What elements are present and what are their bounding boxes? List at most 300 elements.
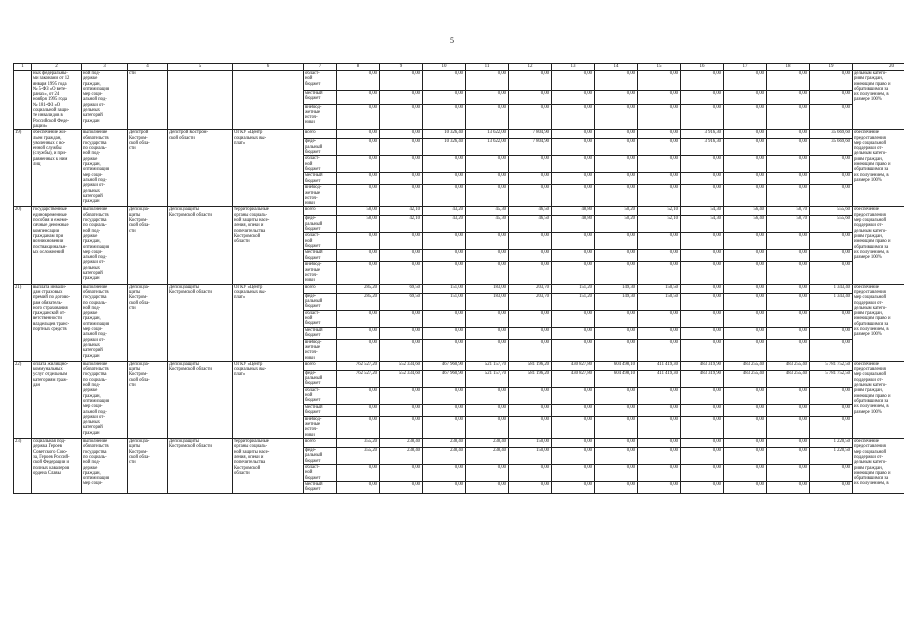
value-cell: 0,00 [466, 416, 509, 438]
value-cell: 0,00 [337, 387, 380, 404]
value-cell: 0,00 [509, 310, 552, 327]
value-cell: 0,00 [681, 439, 724, 448]
value-cell: 0,00 [509, 104, 552, 130]
value-cell: 238,40 [423, 448, 466, 465]
value-cell: 0,00 [638, 173, 681, 185]
value-cell: 467 960,90 [423, 361, 466, 370]
value-cell: 0,00 [767, 416, 810, 438]
value-cell: 0,00 [509, 233, 552, 250]
value-cell: 0,00 [638, 482, 681, 494]
value-cell: 0,00 [509, 71, 552, 91]
value-cell: 1 343,40 [810, 293, 853, 310]
value-cell: 0,00 [552, 90, 595, 104]
source-cell: местный бюджет [304, 482, 337, 494]
responsible-cell: Депсоцза- щиты Костром- ской обла- сти [128, 284, 168, 361]
value-cell: 0,00 [767, 448, 810, 465]
value-cell: 0,00 [810, 173, 853, 185]
value-cell: 355,20 [337, 448, 380, 465]
value-cell: 0,00 [681, 310, 724, 327]
value-cell: 0,00 [810, 156, 853, 173]
value-cell: 0,00 [681, 284, 724, 293]
source-cell: внебюд- жетные источ- ники [304, 339, 337, 361]
value-cell: 0,00 [466, 262, 509, 284]
value-cell: 0,00 [595, 130, 638, 139]
source-cell: местный бюджет [304, 173, 337, 185]
source-cell: всего [304, 207, 337, 216]
header-cell: 19 [810, 64, 853, 71]
value-cell: 581 196,20 [509, 361, 552, 370]
value-cell: 0,00 [466, 465, 509, 482]
source-cell: местный бюджет [304, 404, 337, 416]
value-cell: 0,00 [337, 310, 380, 327]
value-cell: 0,00 [810, 387, 853, 404]
value-cell: 0,00 [423, 156, 466, 173]
value-cell: 0,00 [681, 173, 724, 185]
value-cell: 0,00 [423, 173, 466, 185]
value-cell: 0,00 [423, 339, 466, 361]
value-cell: 0,00 [466, 327, 509, 339]
value-cell: 0,00 [466, 71, 509, 91]
table-row [14, 71, 904, 91]
value-cell: 0,00 [638, 416, 681, 438]
value-cell: 0,00 [724, 130, 767, 139]
value-cell: 467 960,90 [423, 370, 466, 387]
responsible-cell: сти [128, 71, 168, 130]
value-cell: 0,00 [810, 482, 853, 494]
value-cell: 13 622,00 [466, 139, 509, 156]
value-cell: 0,00 [552, 173, 595, 185]
value-cell: 0,00 [767, 339, 810, 361]
value-cell: 0,00 [681, 416, 724, 438]
value-cell: 0,00 [337, 404, 380, 416]
value-cell: 411 419,30 [638, 370, 681, 387]
value-cell: 0,00 [380, 185, 423, 207]
value-cell: 0,00 [380, 416, 423, 438]
value-cell: 0,00 [337, 339, 380, 361]
value-cell: 10 326,40 [423, 130, 466, 139]
value-cell: 0,00 [552, 465, 595, 482]
value-cell: 0,00 [380, 90, 423, 104]
value-cell: 150,50 [638, 284, 681, 293]
value-cell: 0,00 [337, 71, 380, 91]
source-cell: област- ной бюджет [304, 465, 337, 482]
value-cell: 0,00 [509, 339, 552, 361]
value-cell: 0,00 [509, 90, 552, 104]
value-cell: 0,00 [552, 448, 595, 465]
value-cell: 0,00 [380, 339, 423, 361]
value-cell: 0,00 [681, 482, 724, 494]
value-cell: 10 326,40 [423, 139, 466, 156]
value-cell: 0,00 [767, 439, 810, 448]
value-cell: 0,00 [810, 262, 853, 284]
value-cell: 0,00 [724, 327, 767, 339]
value-cell: 0,00 [509, 416, 552, 438]
value-cell: 149,30 [595, 293, 638, 310]
value-cell: 56,40 [724, 216, 767, 233]
value-cell: 0,00 [724, 233, 767, 250]
coexecutor-cell: Депсоцзащиты Костромской области [168, 439, 233, 494]
value-cell: 0,00 [681, 233, 724, 250]
value-cell: 0,00 [552, 250, 595, 262]
event-name-cell: выплата инвали- дам страховых премий по догово- рам обязатель- ного страхования гражданской от- ветственности владельцев транс- портных средств [32, 284, 82, 361]
source-cell: феде- ральный бюджет [304, 139, 337, 156]
value-cell: 0,00 [337, 233, 380, 250]
task-cell: выполнение обязательств государства по социаль- ной под- держке граждан, оптимизация мер соци- альной под- держки от- дельных категорий граждан [82, 361, 128, 438]
event-name-cell: обеспечение жи- льем граждан, уволенных с во- енной службы (службы), и при- равненных к ним лиц [32, 130, 82, 207]
value-cell: 0,00 [423, 233, 466, 250]
value-cell: 150,00 [509, 439, 552, 448]
source-cell: всего [304, 361, 337, 370]
table-row [14, 130, 904, 139]
participant-cell: ОГКУ «Центр социальных вы- плат» [233, 284, 304, 361]
value-cell: 52,10 [638, 207, 681, 216]
value-cell: 0,00 [380, 250, 423, 262]
header-cell: 16 [681, 64, 724, 71]
value-cell: 0,00 [681, 327, 724, 339]
value-cell: 0,00 [552, 416, 595, 438]
header-cell: 20 [853, 64, 904, 71]
value-cell: 0,00 [595, 339, 638, 361]
num-cell: 19) [14, 130, 32, 207]
value-cell: 0,00 [337, 327, 380, 339]
value-cell: 521 157,70 [466, 370, 509, 387]
value-cell: 183,00 [466, 293, 509, 310]
source-cell: местный бюджет [304, 250, 337, 262]
value-cell: 0,00 [595, 439, 638, 448]
value-cell: 151,00 [423, 293, 466, 310]
header-cell: 11 [466, 64, 509, 71]
coexecutor-cell: Депсоцзащиты Костромской области [168, 284, 233, 361]
value-cell: 7 804,90 [509, 139, 552, 156]
value-cell: 69,50 [380, 284, 423, 293]
value-cell: 0,00 [724, 156, 767, 173]
value-cell: 238,40 [466, 439, 509, 448]
value-cell: 42,10 [380, 216, 423, 233]
value-cell: 7 804,90 [509, 130, 552, 139]
value-cell: 54,30 [681, 216, 724, 233]
value-cell: 0,00 [552, 310, 595, 327]
value-cell: 411 419,30 [638, 361, 681, 370]
value-cell: 0,00 [681, 448, 724, 465]
source-cell: област- ной бюджет [304, 387, 337, 404]
value-cell: 58,70 [767, 207, 810, 216]
value-cell: 0,00 [681, 387, 724, 404]
header-cell: 10 [423, 64, 466, 71]
value-cell: 0,00 [810, 90, 853, 104]
value-cell: 762 527,20 [337, 361, 380, 370]
value-cell: 13 622,00 [466, 130, 509, 139]
value-cell: 0,00 [380, 130, 423, 139]
value-cell: 0,00 [380, 262, 423, 284]
value-cell: 552 334,60 [380, 361, 423, 370]
value-cell: 0,00 [724, 185, 767, 207]
value-cell: 0,00 [767, 293, 810, 310]
value-cell: 0,00 [724, 250, 767, 262]
event-name-cell: государственные единовременные пособия и ежеме- сячные денежные компенсации гражданам при возникновении поствакцинальн- ых осложнений [32, 207, 82, 284]
responsible-cell: Депстрой Костром- ской обла- сти [128, 130, 168, 207]
value-cell: 0,00 [767, 482, 810, 494]
value-cell: 0,00 [466, 339, 509, 361]
value-cell: 0,00 [810, 104, 853, 130]
value-cell: 0,00 [595, 250, 638, 262]
source-cell: местный бюджет [304, 90, 337, 104]
source-cell: феде- ральный бюджет [304, 293, 337, 310]
value-cell: 0,00 [509, 262, 552, 284]
value-cell: 0,00 [810, 465, 853, 482]
value-cell: 0,00 [724, 482, 767, 494]
header-cell: 7 [304, 64, 337, 71]
result-cell: обеспечение предоставления мер социальной поддержки от- дельным катего- риям граждан, имеющим право и обратившимся за их получением, в размере 100% [853, 284, 904, 361]
value-cell: 0,00 [638, 465, 681, 482]
value-cell: 0,00 [724, 339, 767, 361]
value-cell: 5 781 752,50 [810, 361, 853, 370]
value-cell: 0,00 [681, 293, 724, 310]
page-number: 5 [450, 36, 454, 45]
value-cell: 42,10 [380, 207, 423, 216]
value-cell: 0,00 [767, 262, 810, 284]
value-cell: 1 220,50 [810, 448, 853, 465]
participant-cell: территориальные органы социаль- ной защиты насе- ления, опеки и попечительства Костромской области [233, 439, 304, 494]
event-name-cell: ных федеральны- ми законами от 12 января 1995 года № 5-ФЗ «О вете- ранах», от 24 ноября 1995 года № 181-ФЗ «О социальной защи- те инвалидов в Российской Феде- рации» [32, 71, 82, 130]
value-cell: 0,00 [380, 156, 423, 173]
header-cell: 9 [380, 64, 423, 71]
value-cell: 0,00 [638, 90, 681, 104]
value-cell: 0,00 [724, 90, 767, 104]
value-cell: 238,40 [380, 439, 423, 448]
value-cell: 0,00 [466, 250, 509, 262]
header-cell: 4 [128, 64, 168, 71]
coexecutor-cell [168, 71, 233, 130]
value-cell: 46,50 [509, 216, 552, 233]
source-cell: област- ной бюджет [304, 233, 337, 250]
value-cell: 0,00 [810, 327, 853, 339]
value-cell: 0,00 [466, 404, 509, 416]
value-cell: 43,20 [423, 207, 466, 216]
num-cell: 20) [14, 207, 32, 284]
value-cell: 483 255,40 [767, 361, 810, 370]
value-cell: 0,00 [337, 173, 380, 185]
value-cell: 0,00 [767, 387, 810, 404]
value-cell: 0,00 [423, 404, 466, 416]
value-cell: 238,40 [423, 439, 466, 448]
value-cell: 0,00 [466, 156, 509, 173]
value-cell: 48,80 [552, 216, 595, 233]
value-cell: 0,00 [681, 250, 724, 262]
value-cell: 35 669,60 [810, 139, 853, 156]
value-cell: 0,00 [767, 233, 810, 250]
value-cell: 0,00 [380, 104, 423, 130]
value-cell: 0,00 [595, 327, 638, 339]
value-cell: 0,00 [724, 284, 767, 293]
value-cell: 0,00 [767, 139, 810, 156]
table-row [14, 439, 904, 448]
value-cell: 0,00 [681, 262, 724, 284]
source-cell: област- ной бюджет [304, 310, 337, 327]
value-cell: 0,00 [638, 139, 681, 156]
header-cell: 13 [552, 64, 595, 71]
value-cell: 150,00 [509, 448, 552, 465]
value-cell: 0,00 [638, 404, 681, 416]
value-cell: 0,00 [595, 310, 638, 327]
value-cell: 0,00 [724, 387, 767, 404]
value-cell: 0,00 [595, 465, 638, 482]
value-cell: 56,40 [724, 207, 767, 216]
value-cell: 483 319,90 [681, 370, 724, 387]
value-cell: 0,00 [423, 71, 466, 91]
value-cell: 0,00 [638, 339, 681, 361]
source-cell: всего [304, 439, 337, 448]
value-cell: 0,00 [423, 387, 466, 404]
value-cell: 238,40 [466, 448, 509, 465]
value-cell: 0,00 [337, 250, 380, 262]
value-cell: 0,00 [638, 233, 681, 250]
value-cell: 0,00 [767, 310, 810, 327]
value-cell: 430 827,80 [552, 361, 595, 370]
value-cell: 0,00 [423, 482, 466, 494]
value-cell: 238,40 [380, 448, 423, 465]
source-cell: област- ной бюджет [304, 71, 337, 91]
event-name-cell: оплата жилищно- коммунальных услуг отдельным категориям граж- дан [32, 361, 82, 438]
header-cell: 17 [724, 64, 767, 71]
value-cell: 50,20 [595, 207, 638, 216]
responsible-cell: Депсоцза- щиты Костром- ской обла- сти [128, 361, 168, 438]
value-cell: 0,00 [638, 439, 681, 448]
value-cell: 0,00 [724, 465, 767, 482]
value-cell: 0,00 [509, 156, 552, 173]
value-cell: 0,00 [767, 90, 810, 104]
value-cell: 3 916,30 [681, 130, 724, 139]
task-cell: выполнение обязательств государства по социаль- ной под- держке граждан, оптимизация мер соци- альной под- держки от- дельных категорий граждан [82, 130, 128, 207]
num-cell: 22) [14, 361, 32, 438]
value-cell: 1 343,40 [810, 284, 853, 293]
value-cell: 581 196,20 [509, 370, 552, 387]
value-cell: 0,00 [380, 71, 423, 91]
source-cell: феде- ральный бюджет [304, 216, 337, 233]
source-cell: внебюд- жетные источ- ники [304, 104, 337, 130]
event-name-cell: социальная под- держка Героев Советского Сою- за, Героев Россий- ской Федерации и полных кавалеров ордена Славы [32, 439, 82, 494]
value-cell: 0,00 [767, 173, 810, 185]
value-cell: 0,00 [466, 104, 509, 130]
value-cell: 0,00 [638, 310, 681, 327]
value-cell: 0,00 [724, 71, 767, 91]
value-cell: 0,00 [466, 90, 509, 104]
value-cell: 483 319,90 [681, 361, 724, 370]
value-cell: 0,00 [724, 293, 767, 310]
table-row [14, 361, 904, 370]
participant-cell [233, 71, 304, 130]
value-cell: 0,00 [810, 339, 853, 361]
source-cell: всего [304, 130, 337, 139]
task-cell: выполнение обязательств государства по социаль- ной под- держке граждан, оптимизация мер соци- альной под- держки от- дельных категорий граждан [82, 207, 128, 284]
value-cell: 151,20 [552, 284, 595, 293]
num-cell: 21) [14, 284, 32, 361]
source-cell: област- ной бюджет [304, 156, 337, 173]
value-cell: 0,00 [724, 404, 767, 416]
value-cell: 0,00 [724, 173, 767, 185]
value-cell: 0,00 [380, 482, 423, 494]
value-cell: 0,00 [337, 130, 380, 139]
value-cell: 0,00 [466, 173, 509, 185]
value-cell: 0,00 [423, 465, 466, 482]
value-cell: 0,00 [810, 185, 853, 207]
value-cell: 0,00 [552, 156, 595, 173]
value-cell: 151,20 [552, 293, 595, 310]
value-cell: 0,00 [509, 250, 552, 262]
value-cell: 0,00 [595, 404, 638, 416]
value-cell: 0,00 [552, 104, 595, 130]
value-cell: 0,00 [724, 139, 767, 156]
value-cell: 0,00 [552, 404, 595, 416]
value-cell: 48,80 [552, 207, 595, 216]
value-cell: 0,00 [767, 327, 810, 339]
value-cell: 0,00 [595, 482, 638, 494]
value-cell: 0,00 [509, 465, 552, 482]
value-cell: 0,00 [638, 448, 681, 465]
value-cell: 0,00 [810, 233, 853, 250]
value-cell: 0,00 [509, 482, 552, 494]
header-cell: 18 [767, 64, 810, 71]
responsible-cell: Депсоцза- щиты Костром- ской обла- сти [128, 439, 168, 494]
value-cell: 604 498,10 [595, 361, 638, 370]
value-cell: 50,20 [595, 216, 638, 233]
value-cell: 0,00 [595, 416, 638, 438]
value-cell: 0,00 [767, 250, 810, 262]
value-cell: 762 527,20 [337, 370, 380, 387]
value-cell: 149,30 [595, 284, 638, 293]
task-cell: выполнение обязательств государства по социаль- ной под- держке граждан, оптимизация мер соци- [82, 439, 128, 494]
value-cell: 0,00 [509, 185, 552, 207]
value-cell: 483 255,40 [724, 361, 767, 370]
value-cell: 46,50 [509, 207, 552, 216]
value-cell: 0,00 [466, 387, 509, 404]
value-cell: 0,00 [380, 310, 423, 327]
value-cell: 183,00 [466, 284, 509, 293]
value-cell: 0,00 [724, 439, 767, 448]
value-cell: 0,00 [552, 262, 595, 284]
participant-cell: ОГКУ «Центр социальных вы- плат» [233, 361, 304, 438]
value-cell: 0,00 [337, 139, 380, 156]
value-cell: 45,30 [466, 216, 509, 233]
value-cell: 0,00 [638, 130, 681, 139]
value-cell: 0,00 [337, 104, 380, 130]
value-cell: 0,00 [509, 173, 552, 185]
value-cell: 0,00 [552, 233, 595, 250]
value-cell: 0,00 [595, 173, 638, 185]
result-cell: обеспечение предоставления мер социальной поддержки от- дельным катего- риям граждан, имеющим право и обратившимся за их получением, в размере 100% [853, 130, 904, 207]
value-cell: 0,00 [423, 185, 466, 207]
value-cell: 0,00 [552, 339, 595, 361]
value-cell: 0,00 [724, 416, 767, 438]
value-cell: 483 255,40 [767, 370, 810, 387]
value-cell: 0,00 [681, 339, 724, 361]
value-cell: 0,00 [724, 448, 767, 465]
value-cell: 0,00 [810, 310, 853, 327]
value-cell: 0,00 [337, 262, 380, 284]
value-cell: 0,00 [552, 185, 595, 207]
value-cell: 0,00 [595, 90, 638, 104]
value-cell: 35 669,60 [810, 130, 853, 139]
value-cell: 0,00 [380, 233, 423, 250]
value-cell: 150,50 [638, 293, 681, 310]
value-cell: 0,00 [724, 262, 767, 284]
value-cell: 0,00 [724, 104, 767, 130]
value-cell: 0,00 [595, 104, 638, 130]
value-cell: 58,00 [337, 216, 380, 233]
header-cell: 8 [337, 64, 380, 71]
value-cell: 0,00 [681, 185, 724, 207]
value-cell: 0,00 [552, 439, 595, 448]
header-cell: 1 [14, 64, 32, 71]
